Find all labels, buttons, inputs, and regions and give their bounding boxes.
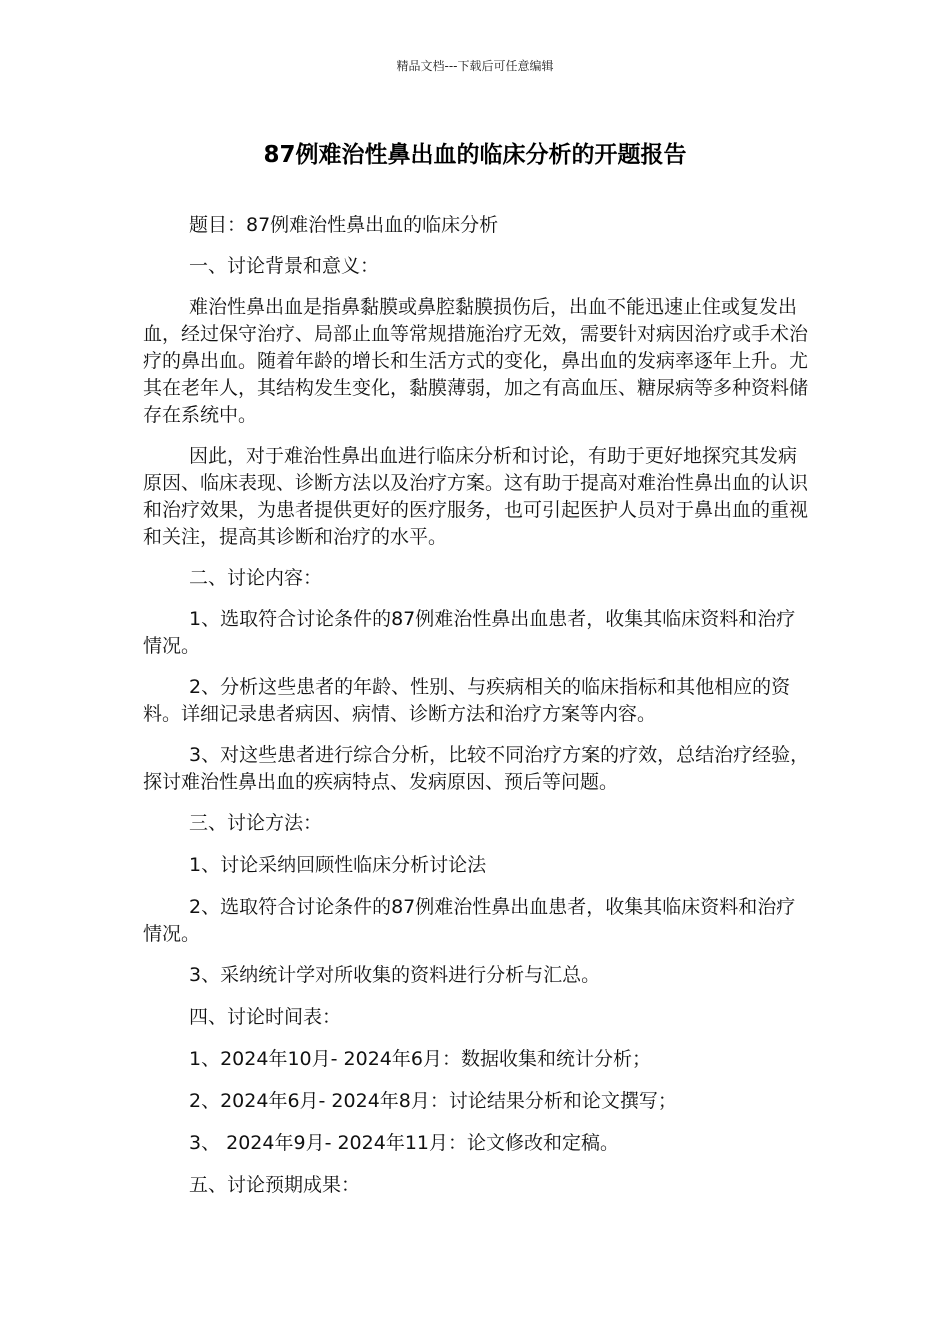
document-body xyxy=(143,212,811,1213)
schedule-item-1: 1、2024年10月- 2024年6月：数据收集和统计分析； xyxy=(189,1048,651,1070)
schedule-item-2: 2、2024年6月- 2024年8月：讨论结果分析和论文撰写； xyxy=(189,1090,677,1112)
content-item-3: 3、对这些患者进行综合分析，比较不同治疗方案的疗效，总结治疗经验，探讨难治性鼻出血的疾病特点、发病原因、预后等问题。 xyxy=(143,744,810,793)
background-paragraph-2: 因此，对于难治性鼻出血进行临床分析和讨论，有助于更好地探究其发病原因、临床表现、诊断方法以及治疗方案。这有助于提高对难治性鼻出血的认识和治疗效果，为患者提供更好的医疗服务，也可引起医护人员对于鼻出血的重视和关注，提高其诊断和治疗的水平。 xyxy=(143,445,809,548)
method-item-2: 2、选取符合讨论条件的87例难治性鼻出血患者，收集其临床资料和治疗情况。 xyxy=(143,896,796,945)
method-item-1: 1、讨论采纳回顾性临床分析讨论法 xyxy=(189,854,487,876)
section-heading-content: 二、讨论内容： xyxy=(189,567,323,589)
topic-line: 题目：87例难治性鼻出血的临床分析 xyxy=(189,214,499,236)
content-item-2: 2、分析这些患者的年龄、性别、与疾病相关的临床指标和其他相应的资料。详细记录患者病因、病情、诊断方法和治疗方案等内容。 xyxy=(143,676,791,725)
section-heading-background: 一、讨论背景和意义： xyxy=(189,255,380,277)
content-item-1: 1、选取符合讨论条件的87例难治性鼻出血患者，收集其临床资料和治疗情况。 xyxy=(143,608,796,657)
method-item-3: 3、采纳统计学对所收集的资料进行分析与汇总。 xyxy=(189,964,601,986)
background-paragraph-1: 难治性鼻出血是指鼻黏膜或鼻腔黏膜损伤后，出血不能迅速止住或复发出血，经过保守治疗、局部止血等常规措施治疗无效，需要针对病因治疗或手术治疗的鼻出血。随着年龄的增长和生活方式的变化，鼻出血的发病率逐年上升。尤其在老年人，其结构发生变化，黏膜薄弱，加之有高血压、糖尿病等多种资料储存在系统中。 xyxy=(143,296,809,426)
section-heading-outcomes: 五、讨论预期成果： xyxy=(189,1174,361,1196)
section-heading-schedule: 四、讨论时间表： xyxy=(189,1006,342,1028)
document-title: 87例难治性鼻出血的临床分析的开题报告 xyxy=(263,142,687,168)
section-heading-method: 三、讨论方法： xyxy=(189,812,323,834)
page-header: 精品文档---下载后可任意编辑 xyxy=(396,59,554,73)
schedule-item-3: 3、 2024年9月- 2024年11月：论文修改和定稿。 xyxy=(189,1132,619,1154)
